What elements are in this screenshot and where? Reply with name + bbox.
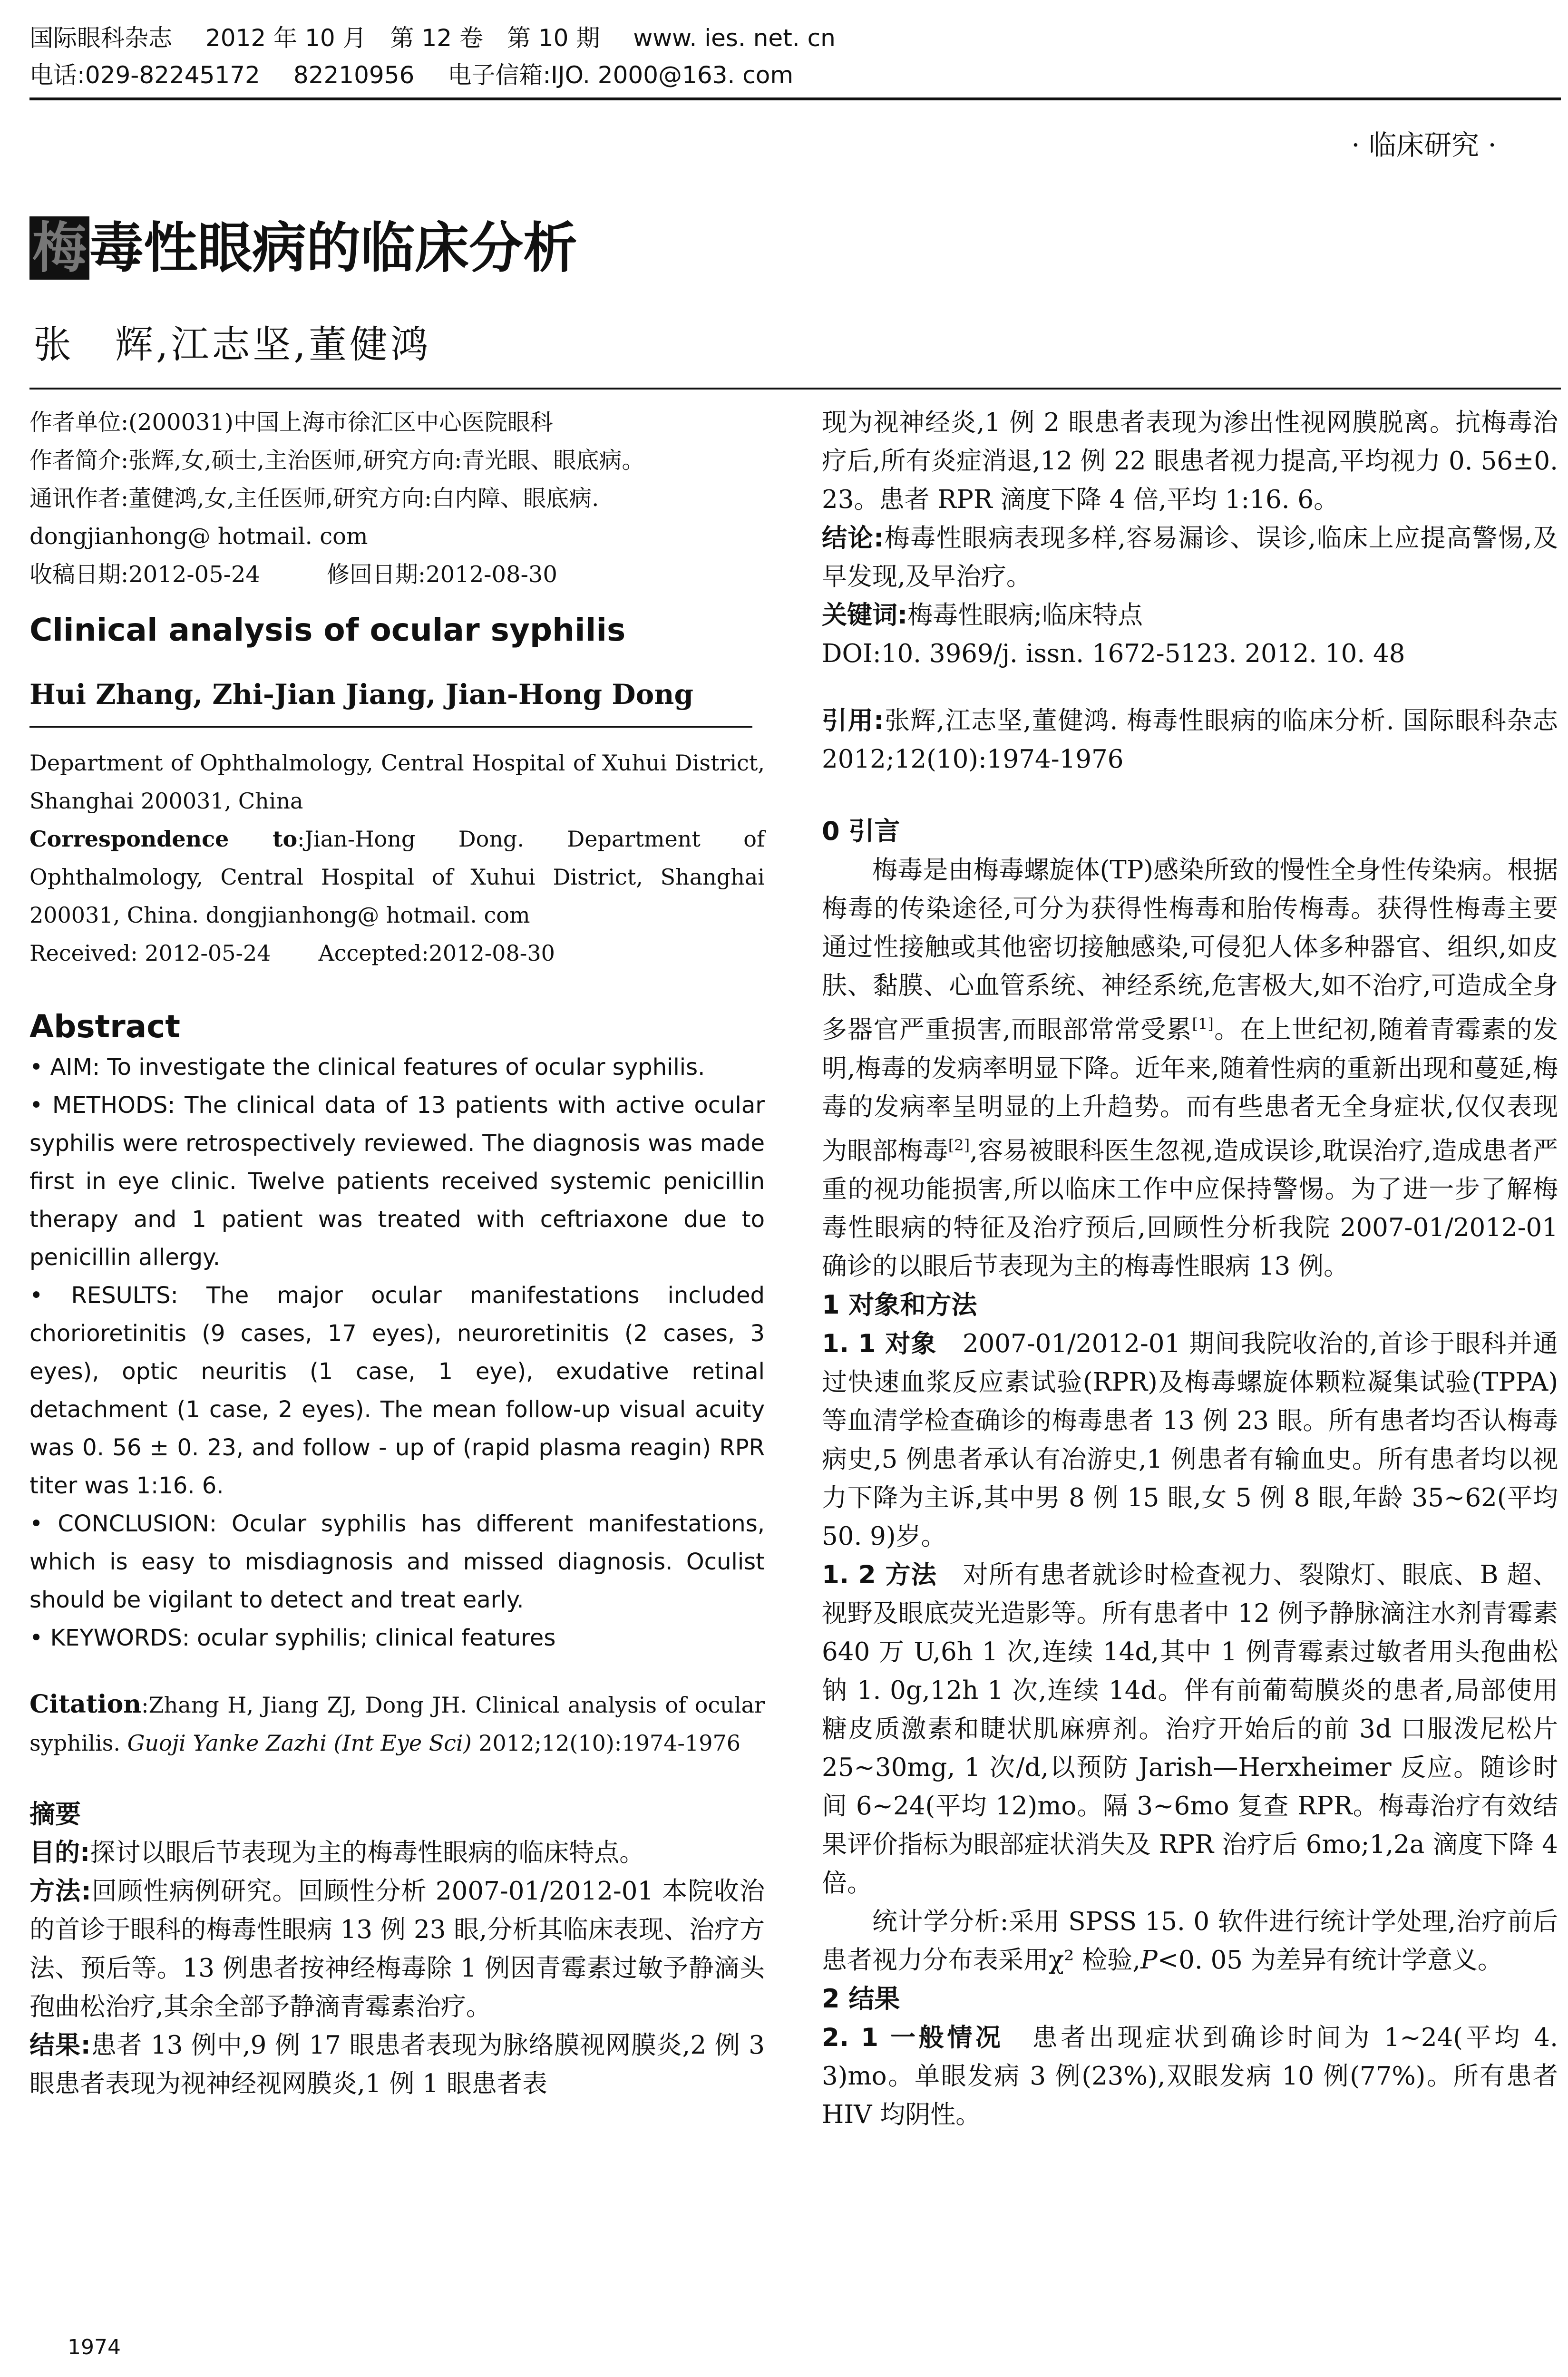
methods-paragraph	[822, 1556, 1558, 1902]
section-1-heading: 1 对象和方法	[822, 1290, 977, 1320]
citation-english	[29, 1685, 765, 1762]
journal-email: 电子信箱:IJO. 2000@163. com	[448, 61, 794, 89]
cn-results-part2: 现为视神经炎,1 例 2 眼患者表现为渗出性视网膜脱离。抗梅毒治疗后,所有炎症消退,12 例 22 眼患者视力提高,平均视力 0. 56±0. 23。患者 RPR 滴度下降 4 倍,平均 1:16. 6。	[822, 408, 1558, 514]
cn-aim	[29, 1833, 765, 1872]
english-department: Department of Ophthalmology, Central Hospital of Xuhui District, Shanghai 200031, China	[29, 750, 765, 814]
p-value-symbol: P	[1140, 1946, 1158, 1975]
section-0-heading: 0 引言	[822, 816, 900, 846]
cn-keywords-text: 梅毒性眼病;临床特点	[907, 601, 1143, 630]
affiliation: 作者单位:(200031)中国上海市徐汇区中心医院眼科	[29, 409, 553, 436]
english-received: Received: 2012-05-24	[29, 940, 271, 966]
cn-conclusion-label: 结论:	[822, 524, 884, 553]
journal-website: www. ies. net. cn	[633, 24, 836, 52]
citation-cn-label: 引用:	[822, 706, 884, 735]
journal-header-line	[29, 24, 869, 52]
cn-methods	[29, 1872, 765, 2026]
methods-text: 对所有患者就诊时检查视力、裂隙灯、眼底、B 超、视野及眼底荧光造影等。所有患者中 12 例予静脉滴注水剂青霉素 640 万 U,6h 1 次,连续 14d,其中 1 例青霉素过敏者用头孢曲松钠 1. 0g,12h 1 次,连续 14d。伴有前葡萄膜炎的患者,局部使用糖皮质激素和睫状肌麻痹剂。治疗开始后的前 3d 口服泼尼松片 25~30mg, 1 次/d,以预防 Jarish—Herxheimer 反应。随诊时间 6~24(平均 12)mo。隔 3~6mo 复查 RPR。梅毒治疗有效结果评价指标为眼部症状消失及 RPR 治疗后 6mo;1,2a 滴度下降 4 倍。	[822, 1560, 1558, 1898]
cn-keywords-label: 关键词:	[822, 601, 908, 630]
correspondence-label: Correspondence to	[29, 826, 298, 852]
left-column	[29, 403, 765, 2103]
citation-label: Citation	[29, 1690, 142, 1719]
article-title	[29, 205, 577, 283]
cn-conclusion-text: 梅毒性眼病表现多样,容易漏诊、误诊,临床上应提高警惕,及早发现,及早治疗。	[822, 524, 1558, 591]
abstract-keywords: • KEYWORDS: ocular syphilis; clinical features	[29, 1625, 556, 1651]
journal-phone: 电话:029-82245172	[29, 61, 260, 89]
author-bio: 作者简介:张辉,女,硕士,主治医师,研究方向:青光眼、眼底病。	[29, 447, 645, 474]
cn-keywords	[822, 596, 1558, 634]
citation-cn-text: 张辉,江志坚,董健鸿. 梅毒性眼病的临床分析. 国际眼科杂志 2012;12(10):1974-1976	[822, 706, 1558, 774]
title-rest: 毒性眼病的临床分析	[89, 216, 578, 280]
english-correspondence	[29, 820, 765, 934]
statistics-paragraph	[822, 1902, 1558, 1979]
english-authors: Hui Zhang, Zhi-Jian Jiang, Jian-Hong Dong	[29, 678, 693, 711]
cn-results-label: 结果:	[29, 2031, 91, 2060]
cn-methods-text: 回顾性病例研究。回顾性分析 2007-01/2012-01 本院收治的首诊于眼科的梅毒性眼病 13 例 23 眼,分析其临床表现、治疗方法、预后等。13 例患者按神经梅毒除 1 例因青霉素过敏予静滴头孢曲松治疗,其余全部予静滴青霉素治疗。	[29, 1877, 765, 2021]
section-2-heading: 2 结果	[822, 1984, 900, 2014]
right-column	[822, 403, 1558, 2134]
abstract-methods: • METHODS: The clinical data of 13 patients with active ocular syphilis were retrospectively reviewed. The diagnosis was made first in eye clinic. Twelve patients received systemic penicillin therapy and 1 patient was treated with ceftriaxone due to penicillin allergy.	[29, 1092, 765, 1271]
subjects-label: 1. 1 对象	[822, 1329, 937, 1359]
subjects-paragraph	[822, 1325, 1558, 1556]
cn-results-text-left: 患者 13 例中,9 例 17 眼患者表现为脉络膜视网膜炎,2 例 3 眼患者表现为视神经视网膜炎,1 例 1 眼患者表	[29, 2031, 765, 2098]
citation-chinese	[822, 701, 1558, 779]
english-accepted: Accepted:2012-08-30	[318, 940, 555, 966]
header-rule	[29, 97, 1561, 100]
journal-name: 国际眼科杂志	[29, 24, 172, 52]
page-number: 1974	[68, 2335, 121, 2359]
intro-text-a: 梅毒是由梅毒螺旋体(TP)感染所致的慢性全身性传染病。根据梅毒的传染途径,可分为获得性梅毒和胎传梅毒。获得性梅毒主要通过性接触或其他密切接触感染,可侵犯人体多种器官、组织,如皮肤、黏膜、心血管系统、神经系统,危害极大,如不治疗,可造成全身多器官严重损害,而眼部常常受累	[822, 856, 1558, 1044]
methods-label: 1. 2 方法	[822, 1560, 937, 1590]
general-results-label: 2. 1 一般情况	[822, 2023, 1004, 2053]
received-date: 收稿日期:2012-05-24	[29, 561, 260, 588]
english-authors-rule	[29, 726, 752, 728]
english-dates	[29, 934, 765, 972]
intro-text-b: 。在上世纪初,随着青霉素的发明,梅毒的发病率明显下降。近年来,随着性病的重新出现和蔓延,梅毒的发病率呈明显的上升趋势。而有些患者无全身症状,仅仅表现为眼部梅毒	[822, 1015, 1558, 1166]
issue-info: 2012 年 10 月 第 12 卷 第 10 期	[205, 24, 600, 52]
stat-text-a: 统计学分析:采用 SPSS 15. 0 软件进行统计学处理,治疗前后患者视力分布表采用	[822, 1907, 1558, 1975]
chi-square: χ²	[1049, 1946, 1074, 1975]
revised-date: 修回日期:2012-08-30	[326, 561, 557, 588]
journal-phone-2: 82210956	[293, 61, 415, 89]
subjects-text: 2007-01/2012-01 期间我院收治的,首诊于眼科并通过快速血浆反应素试验(RPR)及梅毒螺旋体颗粒凝集试验(TPPA)等血清学检查确诊的梅毒患者 13 例 23 眼。所有患者均否认梅毒病史,5 例患者承认有冶游史,1 例患者有输血史。所有患者均以视力下降为主诉,其中男 8 例 15 眼,女 5 例 8 眼,年龄 35~62(平均 50. 9)岁。	[822, 1329, 1558, 1551]
ref-2: [2]	[948, 1136, 970, 1154]
citation-journal: Guoji Yanke Zazhi (Int Eye Sci)	[127, 1730, 472, 1756]
cn-methods-label: 方法:	[29, 1877, 91, 1906]
abstract-heading: Abstract	[29, 1008, 180, 1045]
abstract-aim: • AIM: To investigate the clinical features of ocular syphilis.	[29, 1054, 705, 1081]
title-drop-char: 梅	[29, 216, 89, 280]
authors-cn: 张 辉,江志坚,董健鸿	[33, 322, 431, 367]
general-results-text: 患者出现症状到确诊时间为 1~24(平均 4. 3)mo。单眼发病 3 例(23%),双眼发病 10 例(77%)。所有患者 HIV 均阴性。	[822, 2023, 1558, 2130]
intro-text-c: ,容易被眼科医生忽视,造成误诊,耽误治疗,造成患者严重的视功能损害,所以临床工作中应保持警惕。为了进一步了解梅毒性眼病的特征及治疗预后,回顾性分析我院 2007-01/2012-01 确诊的以眼后节表现为主的梅毒性眼病 13 例。	[822, 1136, 1558, 1281]
corresponding-email: dongjianhong@ hotmail. com	[29, 523, 368, 550]
abstract-results: • RESULTS: The major ocular manifestations included chorioretinitis (9 cases, 17 eyes), neuroretinitis (2 cases, 3 eyes), optic neuritis (1 case, 1 eye), exudative retinal detachment (1 case, 2 eyes). The mean follow-up visual acuity was 0. 56 ± 0. 23, and follow - up of (rapid plasma reagin) RPR titer was 1:16. 6.	[29, 1282, 765, 1499]
cn-conclusion	[822, 519, 1558, 596]
correspondence-text: :Jian-Hong Dong. Department of Ophthalmology, Central Hospital of Xuhui District, Shanghai 200031, China. dongjianhong@ hotmail. com	[29, 826, 765, 928]
intro-paragraph	[822, 851, 1558, 1286]
abstract-conclusion: • CONCLUSION: Ocular syphilis has different manifestations, which is easy to misdiagnosis and missed diagnosis. Oculist should be vigilant to detect and treat early.	[29, 1510, 765, 1613]
cn-results-part1	[29, 2026, 765, 2103]
english-title: Clinical analysis of ocular syphilis	[29, 612, 626, 648]
section-tag: · 临床研究 ·	[1351, 129, 1497, 161]
citation-text-a: :Zhang H, Jiang ZJ, Dong JH. Clinical analysis of ocular syphilis.	[29, 1692, 765, 1756]
ref-1: [1]	[1192, 1015, 1214, 1033]
cn-aim-text: 探讨以眼后节表现为主的梅毒性眼病的临床特点。	[90, 1838, 645, 1867]
journal-contact-line	[29, 61, 827, 89]
dates-cn	[29, 555, 765, 594]
stat-text-c: <0. 05 为差异有统计学意义。	[1157, 1946, 1503, 1975]
stat-text-b: 检验,	[1074, 1946, 1141, 1975]
general-results-paragraph	[822, 2018, 1558, 2134]
citation-text-b: 2012;12(10):1974-1976	[471, 1730, 740, 1756]
title-rule	[29, 388, 1561, 390]
cn-aim-label: 目的:	[29, 1838, 90, 1867]
chinese-abstract-heading: 摘要	[29, 1799, 81, 1829]
doi: DOI:10. 3969/j. issn. 1672-5123. 2012. 10. 48	[822, 639, 1405, 668]
corresponding-author: 通讯作者:董健鸿,女,主任医师,研究方向:白内障、眼底病.	[29, 485, 599, 512]
meta-cn	[29, 403, 765, 594]
